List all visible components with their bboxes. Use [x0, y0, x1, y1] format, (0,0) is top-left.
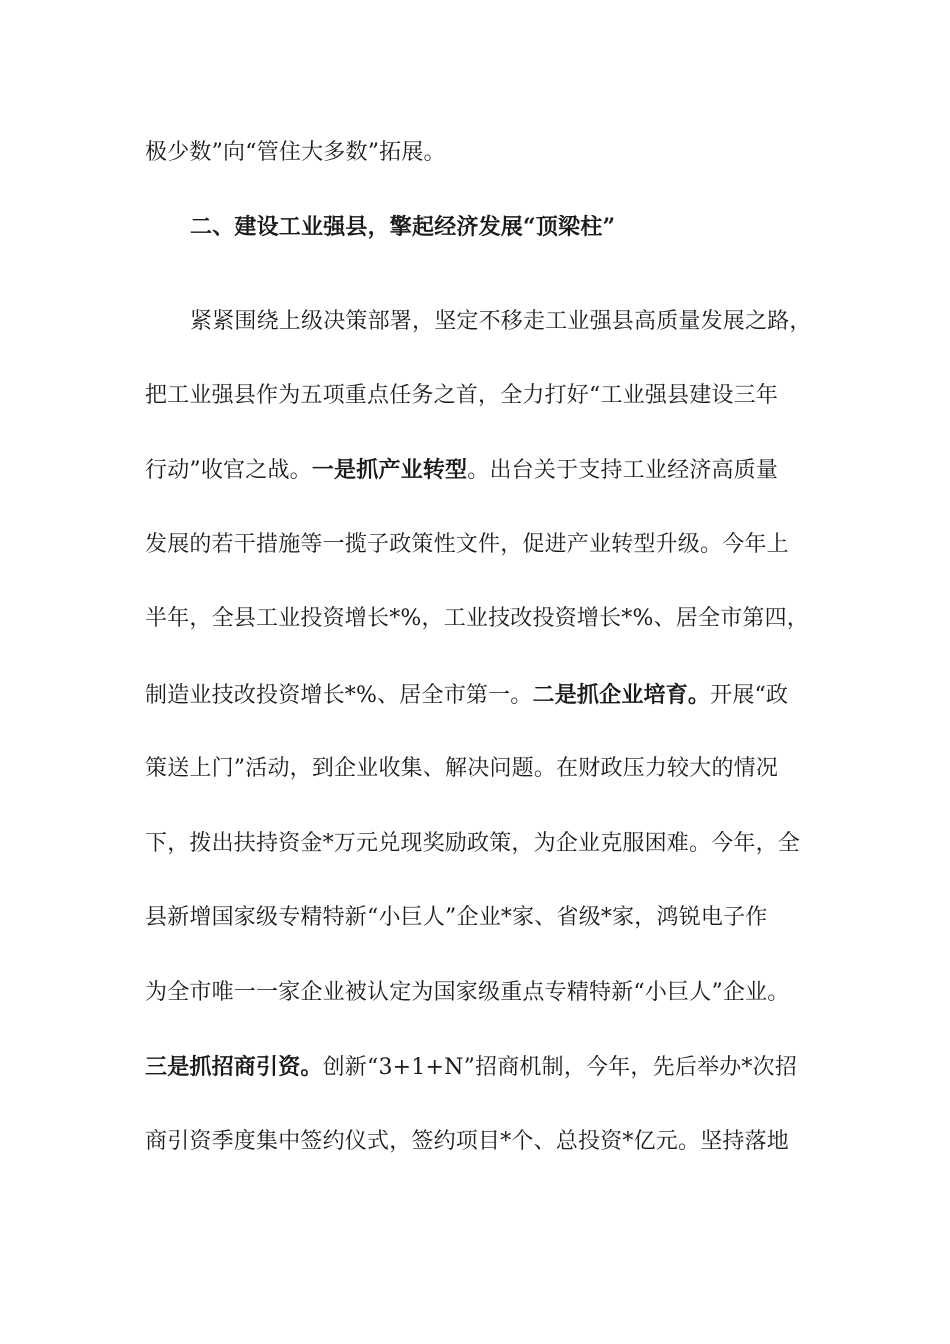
line-text: 。出台关于支持工业经济高质量 [467, 458, 779, 483]
paragraph-line: 策送上门”活动，到企业收集、解决问题。在财政压力较大的情况 [145, 756, 779, 781]
bold-keyphrase: 三是抓招商引资。 [145, 1054, 323, 1080]
line-text: 制造业技改投资增长*%、居全市第一。 [145, 683, 533, 708]
paragraph-line [145, 455, 805, 486]
paragraph-line [145, 680, 805, 711]
paragraph-line: 半年，全县工业投资增长*%，工业技改投资增长*%、居全市第四， [145, 606, 810, 631]
line-text: 开展“政 [710, 683, 789, 708]
paragraph-line: 发展的若干措施等一揽子政策性文件，促进产业转型升级。今年上 [145, 532, 789, 557]
paragraph-line: 把工业强县作为五项重点任务之首，全力打好“工业强县建设三年 [145, 383, 779, 408]
paragraph-line: 商引资季度集中签约仪式，签约项目*个、总投资*亿元。坚持落地 [145, 1129, 790, 1154]
paragraph-line: 为全市唯一一家企业被认定为国家级重点专精特新“小巨人”企业。 [145, 980, 790, 1005]
section-heading: 二、建设工业强县，擎起经济发展“顶梁柱” [190, 214, 616, 240]
paragraph-line: 极少数”向“管住大多数”拓展。 [145, 140, 446, 165]
paragraph-line: 县新增国家级专精特新“小巨人”企业*家、省级*家，鸿锐电子作 [145, 905, 768, 930]
paragraph-line: 下，拨出扶持资金*万元兑现奖励政策，为企业克服困难。今年，全 [145, 831, 801, 856]
line-text: 创新“3+1+N”招商机制，今年，先后举办*次招 [322, 1055, 798, 1080]
line-text: 行动”收官之战。 [145, 458, 312, 483]
bold-keyphrase: 二是抓企业培育。 [532, 682, 711, 708]
bold-keyphrase: 一是抓产业转型 [311, 457, 468, 483]
paragraph-line: 紧紧围绕上级决策部署，坚定不移走工业强县高质量发展之路， [190, 309, 812, 334]
paragraph-line [145, 1052, 805, 1083]
